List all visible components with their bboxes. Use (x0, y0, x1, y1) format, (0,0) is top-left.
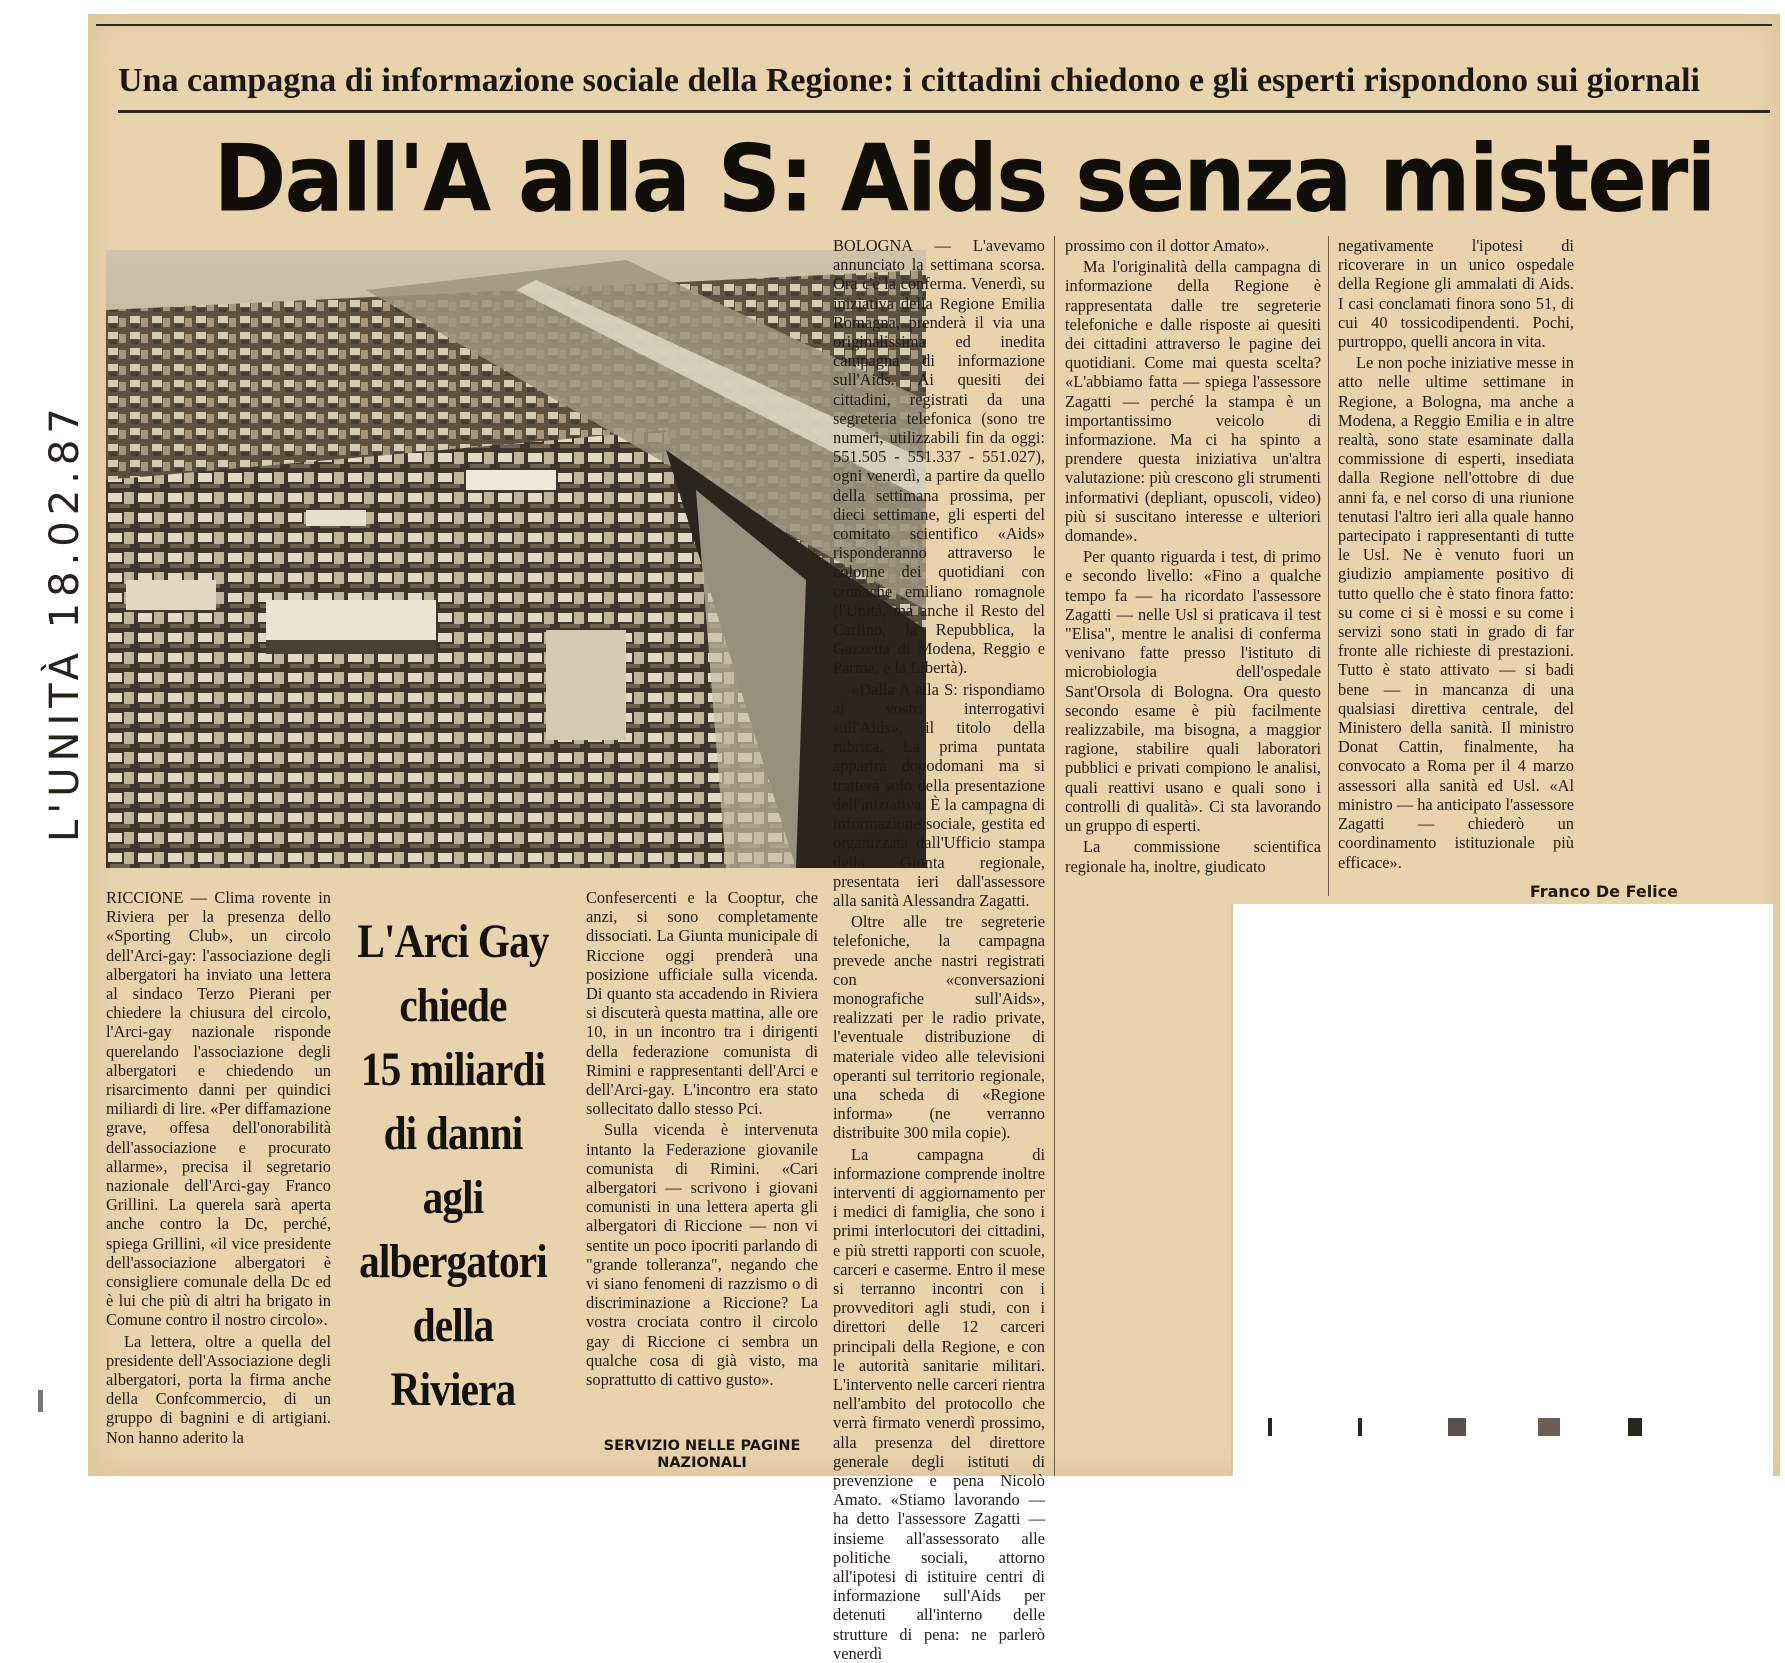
side-article-column-1 (106, 888, 331, 1476)
author-signature: Franco De Felice (1529, 882, 1678, 901)
aerial-photo-riviera (106, 250, 926, 868)
servizio-note: SERVIZIO NELLE PAGINE NAZIONALI (603, 1438, 801, 1471)
main-article-column-3 (1338, 236, 1574, 872)
edge-mark (1538, 1418, 1560, 1436)
paragraph: La commissione scientifica regionale ha, inoltre, giudicato (1065, 837, 1321, 876)
column-rule (1328, 236, 1329, 896)
headline-line: L'Arci Gay (357, 915, 549, 968)
paragraph: Sulla vicenda è intervenuta intanto la Federazione giovanile comunista di Rimini. «Cari albergatori — scrivono i giovani comunisti in una lettera aperta gli albergatori di Riccione — non vi sentite un poco ipocriti parlando di "grande tolleranza", negando che vi siano fenomeni di razzismo o di discriminazione a Riccione? La vostra crociata contro il circolo gay di Riccione ci sembra un qualche cosa di già visto, ma soprattutto di cattivo gusto». (586, 1120, 818, 1390)
headline-line: 15 miliardi (360, 1043, 546, 1096)
edge-mark (1268, 1418, 1272, 1436)
paragraph: Per quanto riguarda i test, di primo e secondo livello: «Fino a qualche tempo fa — ha ricordato l'assessore Zagatti — nelle Usl si praticava il test "Elisa", mentre le analisi di conferma venivano fatte presso l'istituto di microbiologia dell'ospedale Sant'Orsola di Bologna. Ora questo secondo esame è più facilmente realizzabile, ma bisogna, a maggior ragione, stabilire quali laboratori pubblici e privati compiono le analisi, quali reattivi usano e quali sono i controlli di qualità». Ci sta lavorando un gruppo di esperti. (1065, 547, 1321, 836)
top-rule (96, 24, 1772, 26)
paragraph: «Dalla A alla S: rispondiamo ai vostri interrogativi sull'Aids», il titolo della rubrica. La prima puntata apparirà dopodomani ma si tratterà solo della presentazione dell'iniziativa. È la campagna di informazione sociale, gestita ed organizzata dall'Ufficio stampa della Giunta regionale, presentata ieri dall'assessore alla sanità Alessandra Zagatti. (833, 679, 1045, 910)
paragraph: La campagna di informazione comprende inoltre interventi di aggiornamento per i medici di famiglia, che sono i primi interlocutori dei cittadini, e più stretti rapporti con scuole, carceri e caserme. Entro il mese si terranno incontri con i provveditori agli studi, con i direttori delle 12 carceri principali della Regione, e con le autorità sanitarie militari. L'intervento nelle carceri rientra nell'ambito del protocollo che verrà firmato venerdì prossimo, alla presenza del direttore generale degli istituti di prevenzione e pena Nicolò Amato. «Stiamo lavorando — ha detto l'assessore Zagatti — insieme all'assessorato alle politiche sociali, attorno all'ipotesi di istituire centri di informazione sull'Aids per detenuti all'interno delle strutture di pena: ne parlerò venerdì (833, 1144, 1045, 1663)
kicker-rule (118, 110, 1770, 113)
margin-note: L'UNITÀ 18.02.87 (42, 402, 88, 842)
aerial-photo-graphic (106, 250, 926, 868)
headline-line: chiede (399, 979, 507, 1032)
edge-mark (1448, 1418, 1466, 1436)
paragraph: RICCIONE — Clima rovente in Riviera per la presenza dello «Sporting Club», un circolo dell'Arci-gay: l'associazione degli albergatori ha inviato una lettera al sindaco Terzo Pierani per chiedere la chiusura del circolo, l'Arci-gay nazionale risponde querelando l'associazione degli albergatori e chiedendo un risarcimento danni per quindici miliardi di lire. «Per diffamazione grave, offesa dell'onorabilità dell'associazione e procurato allarme», precisa il segretario nazionale dell'Arci-gay Franco Grillini. La querela sarà aperta anche contro la Dc, perché, spiega Grillini, «il vice presidente dell'associazione albergatori è consigliere comunale della Dc ed è lui che più di altri ha brigato in Comune contro il nostro circolo». (106, 888, 331, 1330)
main-article-column-2 (1065, 236, 1321, 912)
headline-line: di danni (383, 1107, 523, 1160)
blank-paper-area (1233, 904, 1773, 1476)
headline-line: della (412, 1299, 494, 1352)
margin-tick (38, 1390, 43, 1412)
headline-line: albergatori (359, 1235, 547, 1288)
paragraph: Ma l'originalità della campagna di informazione della Regione è rappresentata dalle tre segreterie telefoniche e dalle risposte ai quesiti dei cittadini attraverso le pagine dei quotidiani. Come mai questa scelta? «L'abbiamo fatta — spiega l'assessore Zagatti — perché la stampa è un importantissimo veicolo di informazione. Ma ci ha spinto a prendere questa iniziativa un'altra valutazione: più crescono gli strumenti informativi (depliant, opuscoli, video) più si suscitano interesse e ulteriori domande». (1065, 257, 1321, 546)
paragraph: BOLOGNA — L'avevamo annunciato la settimana scorsa. Ora c'è la conferma. Venerdì, su iniziativa della Regione Emilia Romagna, prenderà il via una originalissima ed inedita campagna di informazione sull'Aids. Ai quesiti dei cittadini, registrati da una segreteria telefonica (sono tre numeri, utilizzabili fin da oggi: 551.505 - 551.337 - 551.027), ogni venerdì, a partire da quello della settimana prossima, per dieci settimane, gli esperti del comitato scientifico «Aids» risponderanno attraverso le colonne dei quotidiani con cronache emiliano romagnole (l'Unità, ma anche il Resto del Carlino, la Repubblica, la Gazzetta di Modena, Reggio e Parma, e la Libertà). (833, 236, 1045, 678)
paragraph: negativamente l'ipotesi di ricoverare in un unico ospedale della Regione gli ammalati di Aids. I casi conclamati finora sono 51, di cui 40 tossicodipendenti. Pochi, purtroppo, quelli ancora in vita. (1338, 236, 1574, 352)
paragraph: Oltre alle tre segreterie telefoniche, la campagna prevede anche nastri registrati con «conversazioni monografiche sull'Aids», realizzati per le radio private, l'eventuale distribuzione di materiale video alle televisioni operanti sul territorio regionale, una scheda di «Regione informa» (ne verranno distribuite 300 mila copie). (833, 912, 1045, 1143)
paragraph: Confesercenti e la Cooptur, che anzi, si sono completamente dissociati. La Giunta municipale di Riccione oggi prenderà una posizione ufficiale sulla vicenda. Di quanto sta accadendo in Riviera si discuterà questa mattina, alle ore 10, in un incontro tra i dirigenti della federazione comunista di Rimini e rappresentanti dell'Arci e dell'Arci-gay. L'incontro era stato sollecitato dallo stesso Pci. (586, 888, 818, 1119)
paragraph: Le non poche iniziative messe in atto nelle ultime settimane in Regione, a Bologna, ma anche a Modena, a Reggio Emilia e in altre realtà, sono state esaminate dalla commissione di esperti, insediata dalla Regione nell'ottobre di due anni fa, e nel corso di una riunione tenutasi l'altro ieri alla quale hanno partecipato i rappresentanti di tutte le Usl. Ne è venuto fuori un giudizio ampiamente positivo di tutto quello che è stato finora fatto: su come ci si è mossi e su come i servizi sono stati in grado di far fronte alle richieste di prestazioni. Tutto è stato attivato — si badi bene — in mancanza di una qualsiasi direttiva centrale, del Ministero della sanità. Il ministro Donat Cattin, finalmente, ha convocato a Roma per il 4 marzo assessori alla sanità ed Usl. «Al ministro — ha anticipato l'assessore Zagatti — chiederò un coordinamento istituzionale più efficace». (1338, 353, 1575, 872)
newspaper-clipping (88, 14, 1780, 1663)
column-rule (1054, 236, 1055, 1476)
side-article-column-2 (586, 888, 818, 1428)
edge-mark (1628, 1418, 1642, 1436)
kicker: Una campagna di informazione sociale della Regione: i cittadini chiedono e gli esperti rispondono sui giornali (118, 62, 1700, 99)
edge-mark (1358, 1418, 1362, 1436)
headline-line: agli (422, 1171, 484, 1224)
paragraph: La lettera, oltre a quella del presidente dell'Associazione degli albergatori, porta la firma anche della Confcommercio, di un gruppo di bagnini e di artigiani. Non hanno aderito la (106, 1331, 331, 1447)
paragraph: prossimo con il dottor Amato». (1065, 236, 1270, 255)
side-article-headline (333, 910, 573, 1470)
headline-line: Riviera (390, 1363, 516, 1416)
headline: Dall'A alla S: Aids senza misteri (213, 124, 1715, 233)
main-article-column-1 (833, 236, 1045, 1663)
edge-marks (1268, 1418, 1748, 1448)
